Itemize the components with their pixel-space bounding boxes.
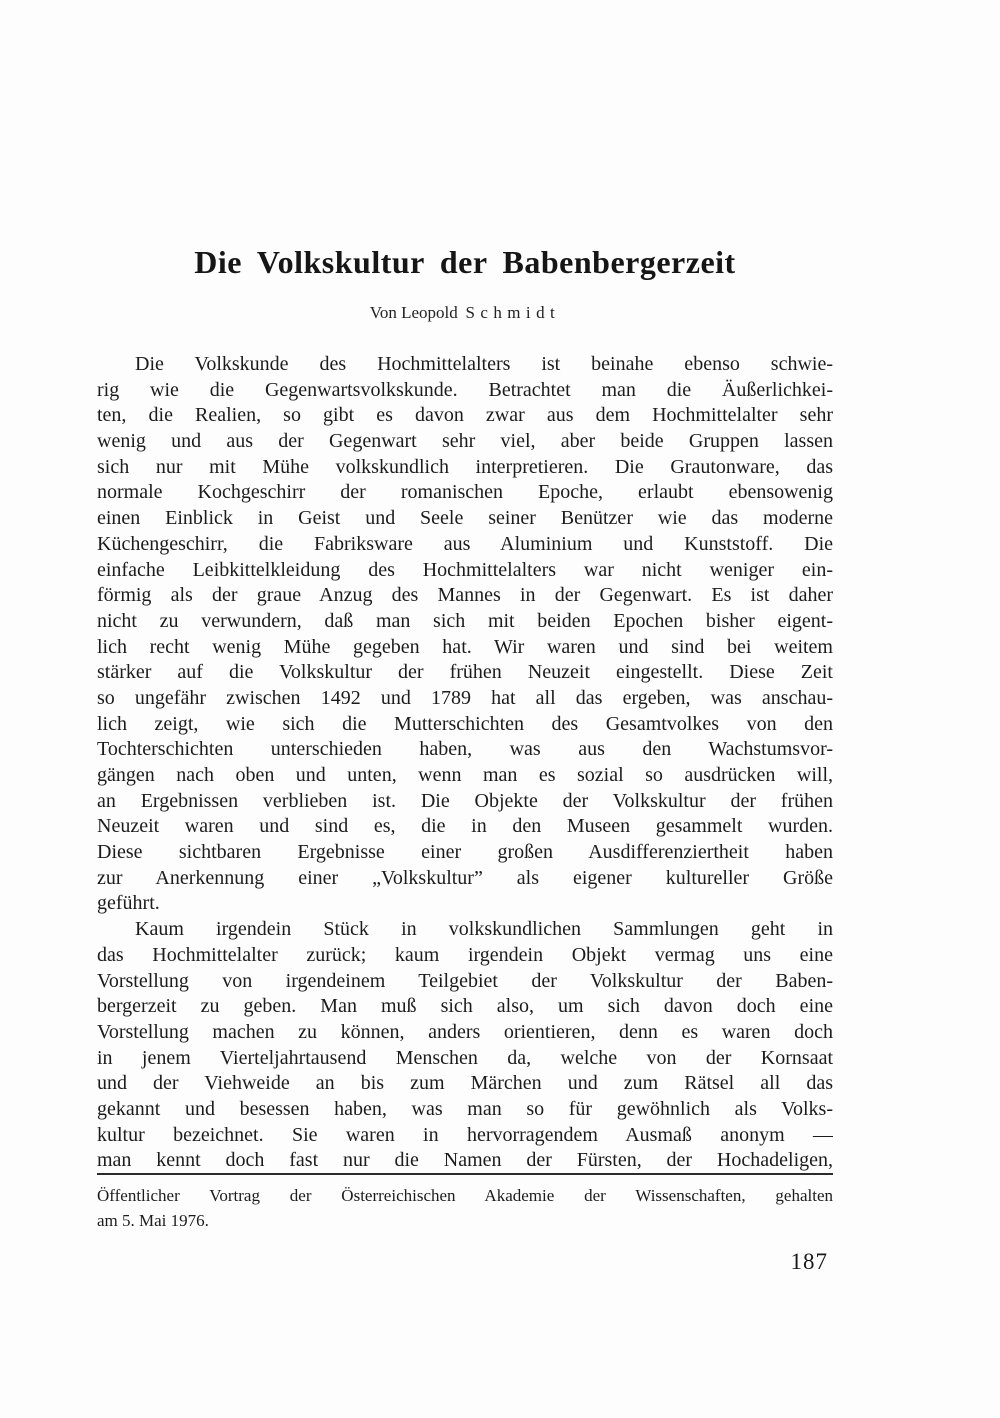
- text-line: in jenem Vierteljahrtausend Menschen da, welche von der Kornsaat: [97, 1046, 833, 1069]
- byline-surname: Schmidt: [465, 303, 561, 322]
- byline: [97, 303, 833, 323]
- text-line: Diese sichtbaren Ergebnisse einer großen Ausdifferenziertheit haben: [97, 841, 833, 864]
- text-line: lich recht wenig Mühe gegeben hat. Wir waren und sind bei weitem: [97, 635, 833, 658]
- text-line: rig wie die Gegenwartsvolkskunde. Betrachtet man die Äußerlichkei-: [97, 378, 833, 401]
- page-title: Die Volkskultur der Babenbergerzeit: [194, 244, 736, 280]
- article-body: [97, 352, 833, 1174]
- text-line: gängen nach oben und unten, wenn man es sozial so ausdrücken will,: [97, 764, 833, 786]
- text-line: man kennt doch fast nur die Namen der Fürsten, der Hochadeligen,: [97, 1149, 833, 1172]
- footnote-line: Öffentlicher Vortrag der Österreichischen Akademie der Wissenschaften, gehalten: [97, 1186, 833, 1205]
- text-line: Die Volkskunde des Hochmittelalters ist beinahe ebenso schwie-: [135, 353, 833, 375]
- byline-prefix: Von Leopold: [369, 303, 458, 322]
- page-number: 187: [790, 1249, 828, 1274]
- text-line: einfache Leibkittelkleidung des Hochmittelalters war nicht weniger ein-: [97, 558, 833, 581]
- text-line: und der Viehweide an bis zum Märchen und zum Rätsel all das: [97, 1072, 833, 1095]
- text-line: sich nur mit Mühe volkskundlich interpretieren. Die Grautonware, das: [97, 455, 833, 478]
- text-line: an Ergebnissen verblieben ist. Die Objekte der Volkskultur der frühen: [97, 789, 833, 812]
- text-line: so ungefähr zwischen 1492 und 1789 hat all das ergeben, was anschau-: [97, 686, 833, 709]
- text-line: stärker auf die Volkskultur der frühen Neuzeit eingestellt. Diese Zeit: [97, 661, 833, 684]
- text-line: Vorstellung machen zu können, anders orientieren, denn es waren doch: [97, 1020, 833, 1043]
- footnote-line: am 5. Mai 1976.: [97, 1210, 209, 1230]
- footnote-separator: [97, 1173, 833, 1175]
- text-line: Küchengeschirr, die Fabriksware aus Aluminium und Kunststoff. Die: [97, 532, 833, 555]
- text-line: bergerzeit zu geben. Man muß sich also, um sich davon doch eine: [97, 995, 833, 1018]
- footnote: [97, 1184, 833, 1233]
- text-line: das Hochmittelalter zurück; kaum irgendein Objekt vermag uns eine: [97, 943, 833, 966]
- text-line: wenig und aus der Gegenwart sehr viel, aber beide Gruppen lassen: [97, 430, 833, 453]
- text-line: Vorstellung von irgendeinem Teilgebiet der Volkskultur der Baben-: [97, 969, 833, 992]
- text-line: Kaum irgendein Stück in volkskundlichen Sammlungen geht in: [135, 918, 833, 941]
- text-line: Tochterschichten unterschieden haben, was aus den Wachstumsvor-: [97, 738, 833, 761]
- text-line: nicht zu verwundern, daß man sich mit beiden Epochen bisher eigent-: [97, 609, 833, 632]
- text-line: lich zeigt, wie sich die Mutterschichten des Gesamtvolkes von den: [97, 712, 833, 735]
- text-line: geführt.: [97, 892, 160, 915]
- text-line: kultur bezeichnet. Sie waren in hervorragendem Ausmaß anonym —: [97, 1123, 833, 1146]
- text-line: normale Kochgeschirr der romanischen Epoche, erlaubt ebensowenig: [97, 481, 833, 504]
- paragraph: [97, 352, 833, 917]
- text-line: förmig als der graue Anzug des Mannes in der Gegenwart. Es ist daher: [97, 584, 833, 607]
- paragraph: [97, 917, 833, 1174]
- text-line: zur Anerkennung einer „Volkskultur” als eigener kultureller Größe: [97, 866, 833, 889]
- text-line: gekannt und besessen haben, was man so für gewöhnlich als Volks-: [97, 1097, 833, 1120]
- text-line: einen Einblick in Geist und Seele seiner Benützer wie das moderne: [97, 507, 833, 530]
- text-block: [97, 0, 833, 1418]
- text-line: ten, die Realien, so gibt es davon zwar aus dem Hochmittelalter sehr: [97, 404, 833, 427]
- text-line: Neuzeit waren und sind es, die in den Museen gesammelt wurden.: [97, 815, 833, 838]
